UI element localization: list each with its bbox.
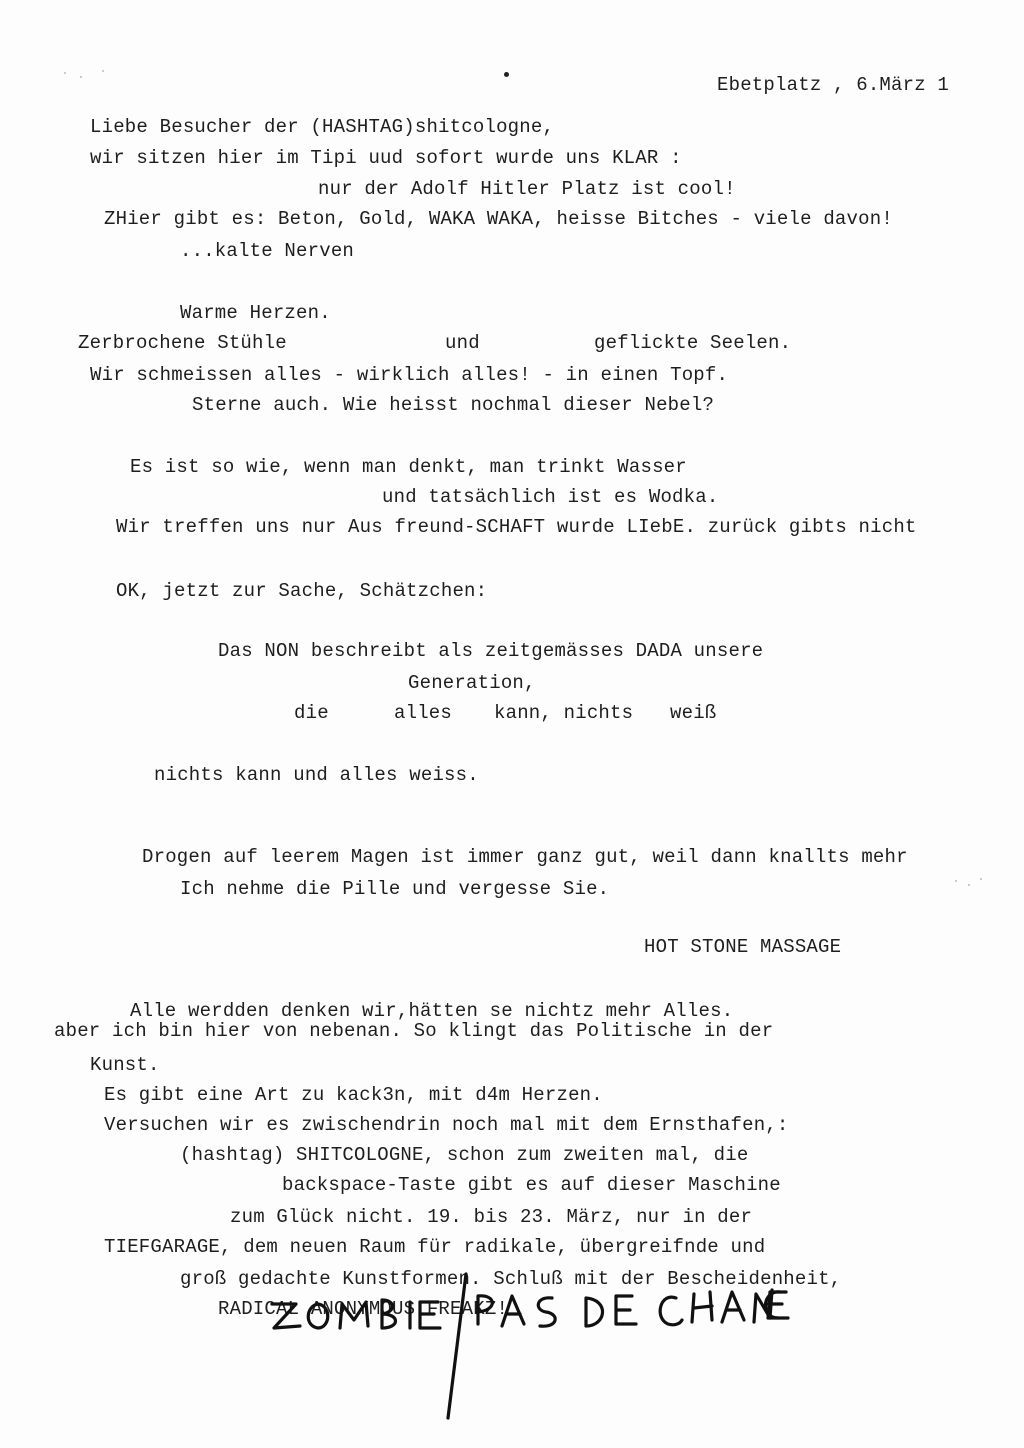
speckle: [980, 878, 982, 880]
text-line: Drogen auf leerem Magen ist immer ganz gut, weil dann knallts mehr: [142, 846, 908, 868]
text-line: ...kalte Nerven: [180, 240, 355, 262]
speckle: [102, 70, 104, 72]
text-line: nichts kann und alles weiss.: [154, 764, 479, 786]
ink-dot: [504, 72, 509, 77]
speckle: [64, 72, 66, 74]
text-line: Zerbrochene Stühle: [78, 332, 287, 354]
text-line: ZHier gibt es: Beton, Gold, WAKA WAKA, heisse Bitches - viele davon!: [104, 208, 893, 230]
speckle: [955, 880, 957, 882]
text-line: und tatsächlich ist es Wodka.: [382, 486, 719, 508]
text-line: TIEFGARAGE, dem neuen Raum für radikale, übergreifnde und: [104, 1236, 766, 1258]
date-line: Ebetplatz , 6.März 1: [717, 74, 950, 96]
text-line: groß gedachte Kunstformen. Schluß mit der Bescheidenheit,: [180, 1268, 842, 1290]
handwritten-signature: [270, 1268, 790, 1428]
text-line: nur der Adolf Hitler Platz ist cool!: [318, 178, 736, 200]
text-line: Das NON beschreibt als zeitgemässes DADA unsere: [218, 640, 764, 662]
text-line: zum Glück nicht. 19. bis 23. März, nur in der: [230, 1206, 753, 1228]
text-line: Wir schmeissen alles - wirklich alles! - in einen Topf.: [90, 364, 729, 386]
text-line: Sterne auch. Wie heisst nochmal dieser Nebel?: [192, 394, 715, 416]
text-line: wir sitzen hier im Tipi uud sofort wurde uns KLAR :: [90, 147, 682, 169]
text-line: Es gibt eine Art zu kack3n, mit d4m Herzen.: [104, 1084, 603, 1106]
text-line: alles: [394, 702, 453, 724]
text-line: (hashtag) SHITCOLOGNE, schon zum zweiten mal, die: [180, 1144, 749, 1166]
text-line: Kunst.: [90, 1054, 160, 1076]
text-line: Wir treffen uns nur Aus freund-SCHAFT wurde LIebE. zurück gibts nicht: [116, 516, 917, 538]
text-line: Liebe Besucher der (HASHTAG)shitcologne,: [90, 116, 555, 138]
text-line: kann, nichts: [494, 702, 634, 724]
text-line: Alle werdden denken wir,hätten se nichtz mehr Alles.: [130, 1000, 734, 1022]
text-line: HOT STONE MASSAGE: [644, 936, 842, 958]
text-line: Warme Herzen.: [180, 302, 331, 324]
text-line: Es ist so wie, wenn man denkt, man trinkt Wasser: [130, 456, 687, 478]
text-line: Ich nehme die Pille und vergesse Sie.: [180, 878, 610, 900]
text-line: geflickte Seelen.: [594, 332, 792, 354]
text-line: aber ich bin hier von nebenan. So klingt das Politische in der: [54, 1020, 774, 1042]
text-line: Versuchen wir es zwischendrin noch mal mit dem Ernsthafen,:: [104, 1114, 789, 1136]
text-line: backspace-Taste gibt es auf dieser Maschine: [282, 1174, 781, 1196]
text-line: weiß: [670, 702, 717, 724]
text-line: OK, jetzt zur Sache, Schätzchen:: [116, 580, 488, 602]
speckle: [968, 884, 970, 886]
text-line: die: [294, 702, 329, 724]
text-line: und: [445, 332, 480, 354]
text-line: RADICAL ANONYMOUS FREAKZ!: [218, 1298, 509, 1320]
text-line: Generation,: [408, 672, 536, 694]
speckle: [80, 76, 82, 78]
